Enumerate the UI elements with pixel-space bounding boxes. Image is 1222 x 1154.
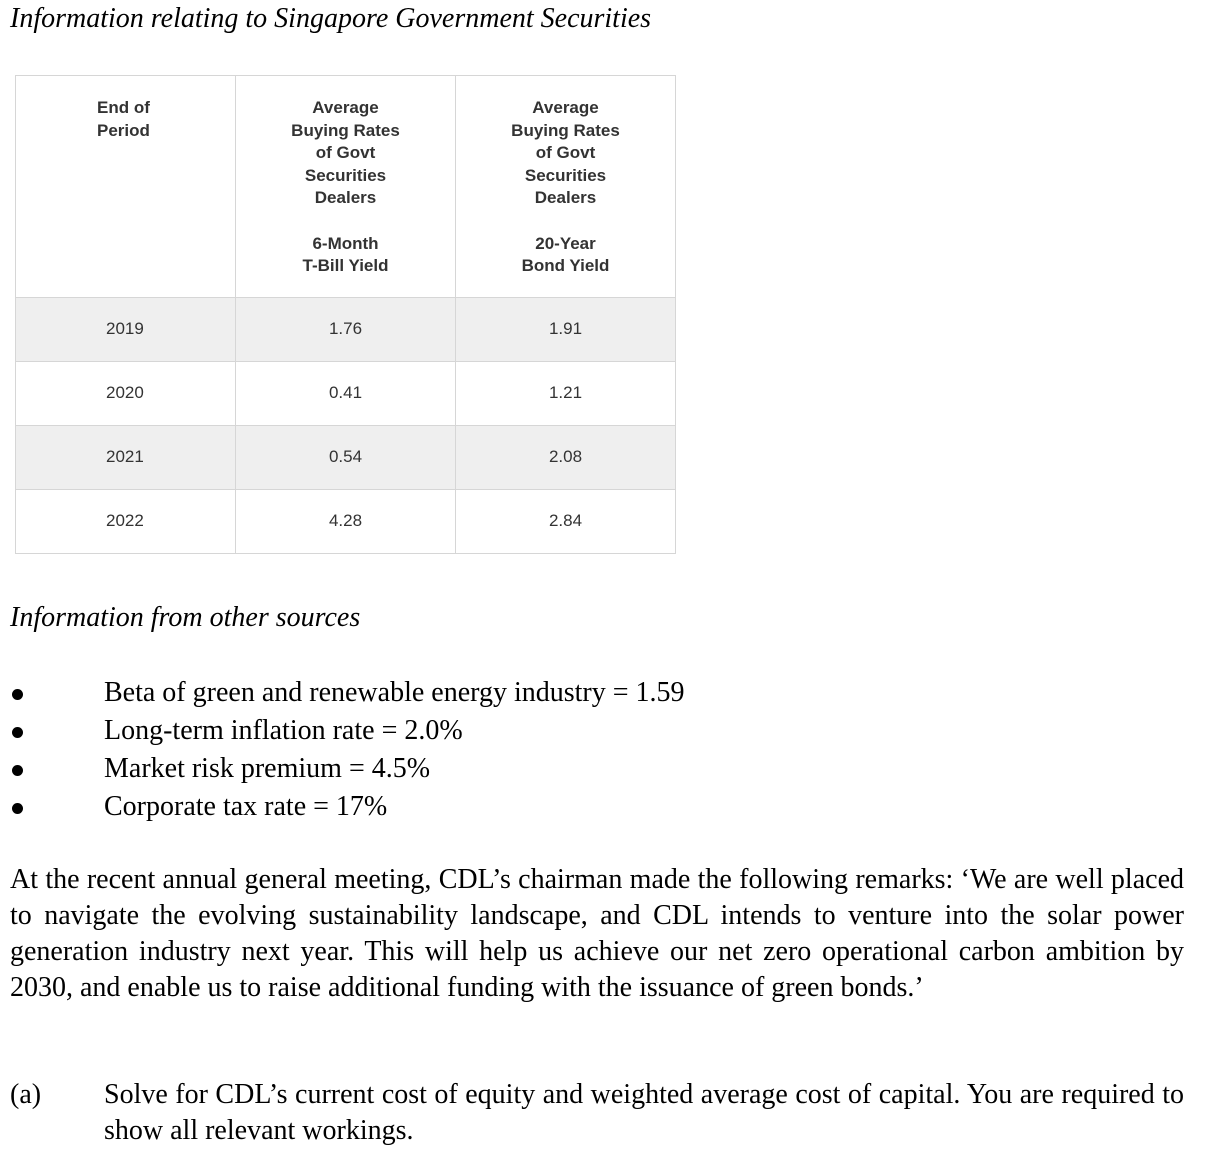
cell-bond-yield: 2.08 bbox=[456, 426, 676, 490]
list-item bbox=[0, 674, 685, 712]
cell-period: 2021 bbox=[16, 426, 236, 490]
header-subline: T-Bill Yield bbox=[302, 256, 389, 275]
bullet-icon bbox=[12, 689, 23, 700]
bullet-text: Corporate tax rate = 17% bbox=[104, 791, 388, 822]
header-line: of Govt bbox=[535, 143, 596, 162]
header-line: Dealers bbox=[314, 188, 377, 207]
header-line: Average bbox=[532, 98, 599, 117]
header-subline: 6-Month bbox=[312, 233, 379, 253]
bullet-icon bbox=[12, 765, 23, 776]
cell-period: 2019 bbox=[16, 298, 236, 362]
cell-bond-yield: 1.91 bbox=[456, 298, 676, 362]
bullet-icon bbox=[12, 727, 23, 738]
section-heading-sgs: Information relating to Singapore Government Securities bbox=[10, 3, 652, 34]
info-bullet-list bbox=[0, 674, 685, 826]
table-row bbox=[16, 362, 676, 426]
header-line: Average bbox=[312, 98, 379, 117]
list-item bbox=[0, 788, 685, 826]
chairman-remarks-paragraph: At the recent annual general meeting, CDL’s chairman made the following remarks: ‘We are well placed to navigate the evolving sustainability landscape, and CDL intends to venture into the solar power generation industry next year. This will help us achieve our net zero operational carbon ambition by 2030, and enable us to raise additional funding with the issuance of green bonds.’ bbox=[10, 864, 1184, 1003]
table-row bbox=[16, 298, 676, 362]
bullet-text: Long-term inflation rate = 2.0% bbox=[104, 715, 463, 746]
header-subline: Bond Yield bbox=[521, 256, 610, 275]
bullet-text: Beta of green and renewable energy industry = 1.59 bbox=[104, 677, 685, 708]
cell-tbill-yield: 1.76 bbox=[236, 298, 456, 362]
question-label: (a) bbox=[10, 1079, 42, 1110]
header-line: End of bbox=[97, 98, 150, 117]
header-line: Securities bbox=[524, 165, 607, 185]
list-item bbox=[0, 712, 685, 750]
header-line: Buying Rates bbox=[511, 120, 620, 140]
cell-bond-yield: 2.84 bbox=[456, 490, 676, 554]
cell-tbill-yield: 0.54 bbox=[236, 426, 456, 490]
header-line: Securities bbox=[304, 165, 387, 185]
securities-table bbox=[15, 75, 676, 554]
cell-tbill-yield: 4.28 bbox=[236, 490, 456, 554]
cell-period: 2020 bbox=[16, 362, 236, 426]
header-subline: 20-Year bbox=[535, 233, 596, 253]
header-line: Period bbox=[97, 120, 150, 140]
bullet-text: Market risk premium = 4.5% bbox=[104, 753, 431, 784]
section-heading-other-sources: Information from other sources bbox=[10, 602, 361, 633]
table-row bbox=[16, 426, 676, 490]
cell-bond-yield: 1.21 bbox=[456, 362, 676, 426]
header-line: of Govt bbox=[315, 143, 376, 162]
header-tbill-yield bbox=[236, 76, 456, 298]
question-text: Solve for CDL’s current cost of equity and weighted average cost of capital. You are required to show all relevant workings. bbox=[104, 1079, 1184, 1146]
cell-tbill-yield: 0.41 bbox=[236, 362, 456, 426]
cell-period: 2022 bbox=[16, 490, 236, 554]
list-item bbox=[0, 750, 685, 788]
table-header-row bbox=[16, 76, 676, 298]
header-end-of-period bbox=[16, 76, 236, 298]
header-line: Buying Rates bbox=[291, 120, 400, 140]
bullet-icon bbox=[12, 803, 23, 814]
header-line: Dealers bbox=[534, 188, 597, 207]
table-row bbox=[16, 490, 676, 554]
header-bond-yield bbox=[456, 76, 676, 298]
